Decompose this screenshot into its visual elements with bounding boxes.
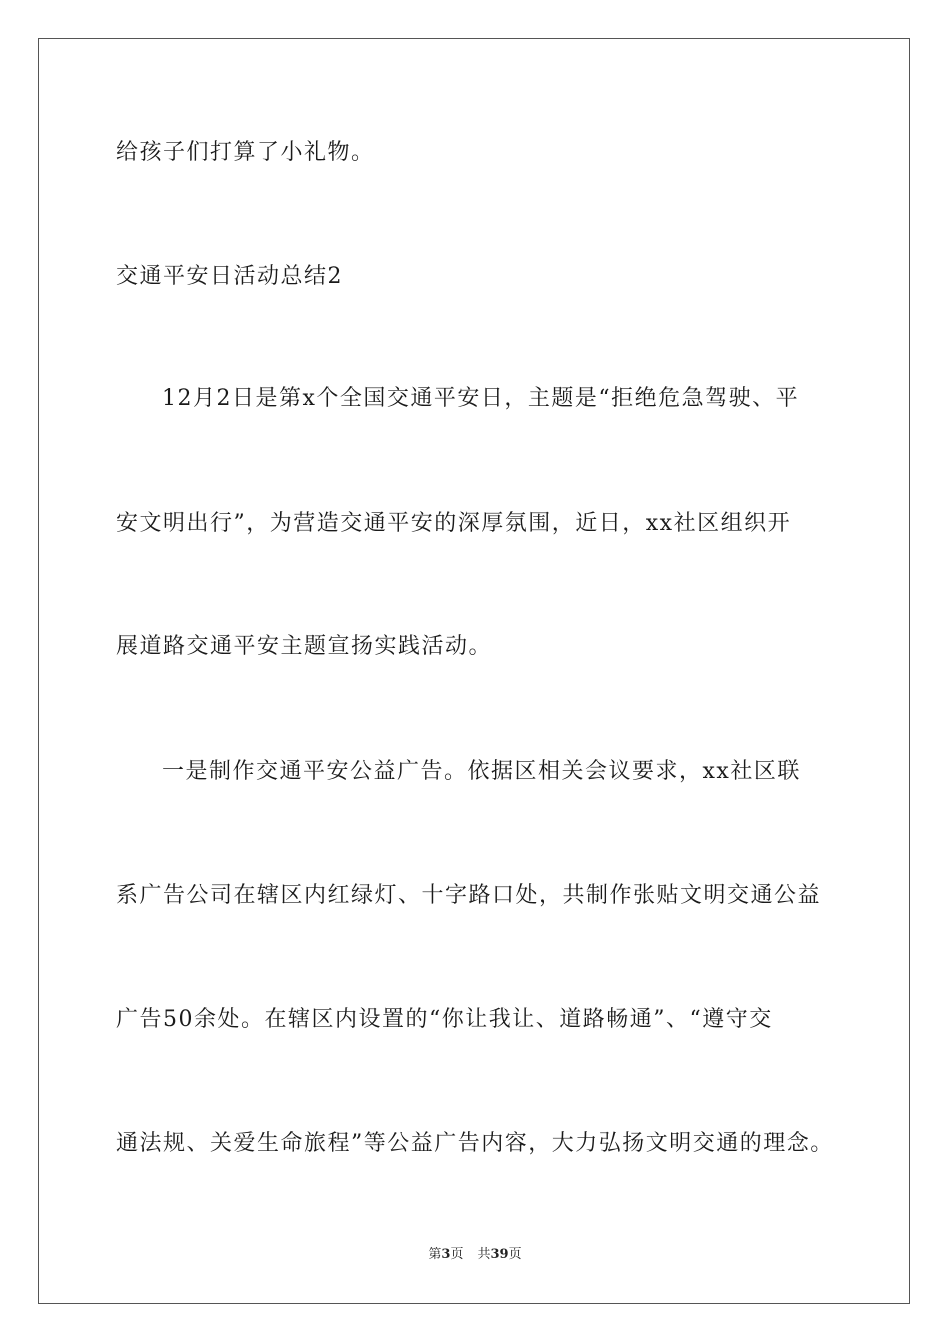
total-prefix: 共	[477, 1247, 491, 1262]
paragraph-line: 系广告公司在辖区内红绿灯、十字路口处，共制作张贴文明交通公益	[116, 883, 822, 908]
paragraph-line: 安文明出行”，为营造交通平安的深厚氛围，近日，xx社区组织开	[116, 511, 792, 536]
paragraph-line: 展道路交通平安主题宣扬实践活动。	[116, 634, 493, 659]
page-prefix: 第	[428, 1247, 442, 1262]
total-unit: 页	[508, 1247, 522, 1262]
page-border	[38, 38, 910, 1304]
paragraph-line: 一是制作交通平安公益广告。依据区相关会议要求，xx社区联	[162, 759, 801, 784]
paragraph-line: 广告50余处。在辖区内设置的“你让我让、道路畅通”、“遵守交	[116, 1007, 773, 1032]
section-heading: 交通平安日活动总结2	[116, 264, 343, 289]
page-current: 3	[441, 1247, 451, 1262]
page-footer	[0, 1246, 950, 1264]
paragraph-line: 通法规、关爱生命旅程”等公益广告内容，大力弘扬文明交通的理念。	[116, 1131, 834, 1156]
page-total: 39	[490, 1247, 509, 1262]
paragraph-line: 12月2日是第x个全国交通平安日，主题是“拒绝危急驾驶、平	[162, 386, 800, 411]
paragraph-line: 给孩子们打算了小礼物。	[116, 140, 375, 165]
page-unit: 页	[450, 1247, 464, 1262]
